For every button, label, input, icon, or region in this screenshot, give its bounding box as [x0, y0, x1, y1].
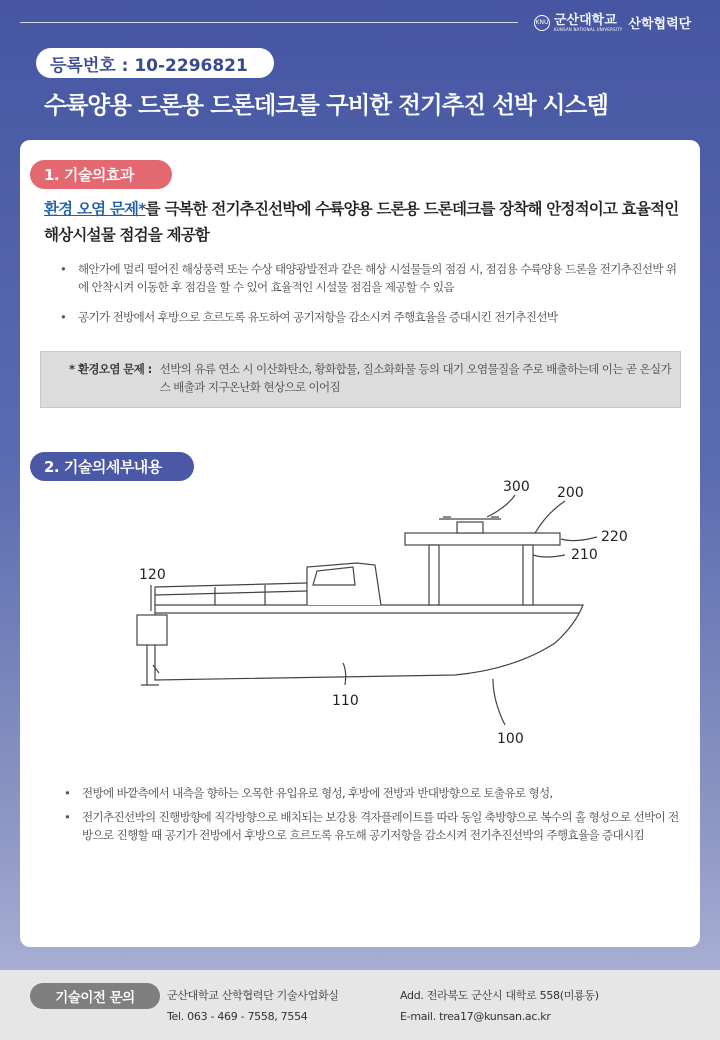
footnote-box [40, 351, 681, 408]
drone-deck [405, 533, 560, 545]
leader-300 [487, 495, 515, 517]
list-item: • 전방에 바깥측에서 내측을 향하는 오목한 유입유로 형성, 후방에 전방과 반대방향으로 토출유로 형성, [64, 784, 684, 802]
university-emblem-icon: KNU [534, 15, 550, 31]
deck-support-right [523, 545, 533, 605]
contact-email[interactable]: E-mail. trea17@kunsan.ac.kr [400, 1010, 551, 1023]
university-logo [534, 13, 691, 32]
university-name: 군산대학교 [554, 12, 617, 28]
contact-badge: 기술이전 문의 [30, 983, 160, 1009]
leader-200 [535, 501, 565, 533]
label-300: 300 [503, 479, 530, 495]
section2-badge: 2. 기술의세부내용 [30, 452, 194, 481]
footnote-label: * 환경오염 문제 : [69, 362, 152, 376]
section1-bullets [60, 260, 680, 338]
deck-support-left [429, 545, 439, 605]
contact-address: Add. 전라북도 군산시 대학로 558(미룡동) [400, 989, 599, 1002]
page-title: 수륙양용 드론용 드론데크를 구비한 전기추진 선박 시스템 [44, 91, 608, 119]
hull [155, 605, 583, 680]
label-100: 100 [497, 731, 524, 747]
contact-tel: Tel. 063 - 469 - 7558, 7554 [167, 1010, 308, 1023]
leader-210 [533, 555, 565, 557]
leader-220 [561, 537, 597, 541]
header-rule [20, 22, 518, 23]
section2-bullets [64, 784, 684, 850]
section1-badge: 1. 기술의효과 [30, 160, 172, 189]
label-210: 210 [571, 547, 598, 563]
content-card [20, 140, 700, 947]
university-name-en: KUNSAN NATIONAL UNIVERSITY [554, 26, 623, 32]
label-110: 110 [332, 693, 359, 709]
registration-number: 등록번호 : 10-2296821 [36, 48, 274, 78]
headline-highlight: 환경 오염 문제* [44, 200, 146, 218]
section1-headline [44, 196, 684, 248]
label-200: 200 [557, 485, 584, 501]
railing [155, 583, 307, 605]
footnote-text: 선박의 유류 연소 시 이산화탄소, 황화합물, 질소화화물 등의 대기 오염물질을 주로 배출하는데 이는 곧 온실가스 배출과 지구온난화 현상으로 이어짐 [159, 362, 671, 394]
contact-org: 군산대학교 산학협력단 기술사업화실 [167, 989, 339, 1002]
label-220: 220 [601, 529, 628, 545]
footer [0, 970, 720, 1040]
drone-icon [439, 517, 501, 533]
ship-patent-drawing [95, 475, 635, 755]
list-item: • 공기가 전방에서 후방으로 흐르도록 유도하여 공기저항을 감소시켜 주행효율을 증대시킨 전기추진선박 [60, 308, 680, 326]
cabin [307, 563, 381, 605]
label-120: 120 [139, 567, 166, 583]
leader-100 [493, 679, 505, 725]
department-name: 산학협력단 [628, 17, 692, 32]
list-item: • 전기추진선박의 진행방향에 직각방향으로 배치되는 보강용 격자플레이트를 따라 동일 축방향으로 복수의 홀 형성으로 선박이 전방으로 진행할 때 공기가 전방에서 후방으로 흐르도록 유도해 공기저항을 감소시켜 전기추진선박의 주행효율을 증대시킴 [64, 808, 684, 844]
headline-text: 를 극복한 전기추진선박에 수륙양용 드론용 드론데크를 장착해 안정적이고 효율적인 해상시설물 점검을 제공함 [44, 200, 679, 244]
list-item: • 해안가에 멀리 떨어진 해상풍력 또는 수상 태양광발전과 같은 해상 시설물들의 점검 시, 점검용 수륙양용 드론을 전기추진선박 위에 안착시켜 이동한 후 점검을 할 수 있어 효율적인 시설물 점검을 제공할 수 있음 [60, 260, 680, 296]
